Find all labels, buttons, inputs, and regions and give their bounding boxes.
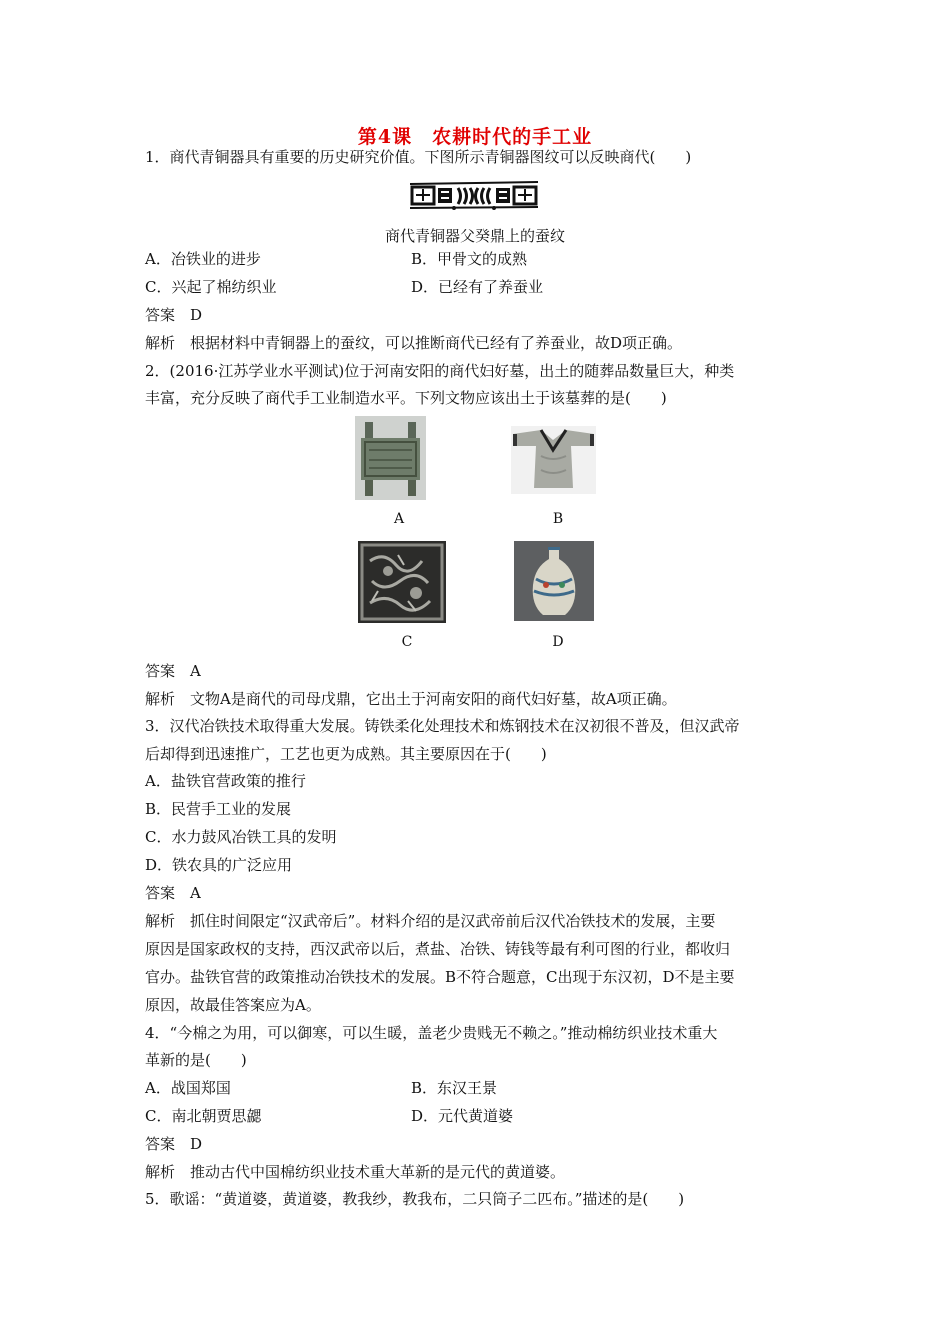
q4-option-c: C．南北朝贾思勰 [145,1107,262,1125]
q2-answer: 答案 A [145,662,201,680]
silkworm-pattern-image [406,176,542,214]
q4-option-a: A．战国郑国 [145,1079,231,1097]
q4-stem-line-1: 4．“今棉之为用，可以御寒，可以生暖，盖老少贵贱无不赖之。”推动棉纺织业技术重大 [145,1024,718,1042]
q3-option-c: C．水力鼓风冶铁工具的发明 [145,828,337,846]
q5-stem: 5．歌谣：“黄道婆，黄道婆，教我纱，教我布，二只筒子二匹布。”描述的是( ) [145,1190,685,1208]
q3-option-a: A．盐铁官营政策的推行 [145,772,306,790]
porcelain-vase-image [514,541,594,621]
q4-option-b: B．东汉王景 [411,1079,498,1097]
q3-analysis-line-2: 原因是国家政权的支持，西汉武帝以后，煮盐、冶铁、铸钱等最有利可图的行业，都收归 [145,940,731,958]
q4-analysis: 解析 推动古代中国棉纺织业技术重大革新的是元代的黄道婆。 [145,1163,566,1181]
q1-analysis: 解析 根据材料中青铜器上的蚕纹，可以推断商代已经有了养蚕业，故D项正确。 [145,334,683,352]
silk-garment-image [511,426,596,494]
q3-stem-line-2: 后却得到迅速推广，工艺也更为成熟。其主要原因在于( ) [145,745,547,763]
q4-answer: 答案 D [145,1135,203,1153]
q4-stem-line-2: 革新的是( ) [145,1051,247,1069]
q1-image-caption: 商代青铜器父癸鼎上的蚕纹 [384,227,565,245]
q3-analysis-line-1: 解析 抓住时间限定“汉武帝后”。材料介绍的是汉武帝前后汉代冶铁技术的发展，主要 [145,912,716,930]
bronze-ding-image [355,416,426,500]
q1-stem: 1．商代青铜器具有重要的历史研究价值。下图所示青铜器图纹可以反映商代( ) [145,148,692,166]
q1-option-a: A．冶铁业的进步 [145,250,261,268]
q2-label-b: B [552,511,564,527]
q3-option-b: B．民营手工业的发展 [145,800,292,818]
q3-stem-line-1: 3．汉代冶铁技术取得重大发展。铸铁柔化处理技术和炼钢技术在汉初很不普及，但汉武帝 [145,717,740,735]
q1-answer: 答案 D [145,306,203,324]
q2-analysis: 解析 文物A是商代的司母戊鼎，它出土于河南安阳的商代妇好墓，故A项正确。 [145,690,677,708]
q2-label-d: D [552,634,564,650]
q1-option-b: B．甲骨文的成熟 [411,250,528,268]
q2-stem-line-1: 2．(2016·江苏学业水平测试)位于河南安阳的商代妇好墓，出土的随葬品数量巨大，种类 [145,362,735,380]
q3-analysis-line-3: 官办。盐铁官营的政策推动冶铁技术的发展。B不符合题意，C出现于东汉初，D不是主要 [145,968,735,986]
patterned-brick-image [358,541,446,623]
q2-stem-line-2: 丰富，充分反映了商代手工业制造水平。下列文物应该出土于该墓葬的是( ) [145,389,667,407]
q1-option-d: D．已经有了养蚕业 [411,278,544,296]
q1-option-c: C．兴起了棉纺织业 [145,278,277,296]
q3-answer: 答案 A [145,884,201,902]
q2-label-a: A [393,511,405,527]
q3-option-d: D．铁农具的广泛应用 [145,856,293,874]
q2-label-c: C [401,634,413,650]
q4-option-d: D．元代黄道婆 [411,1107,514,1125]
lesson-title: 第4课 农耕时代的手工业 [357,126,593,148]
q3-analysis-line-4: 原因，故最佳答案应为A。 [145,996,321,1014]
